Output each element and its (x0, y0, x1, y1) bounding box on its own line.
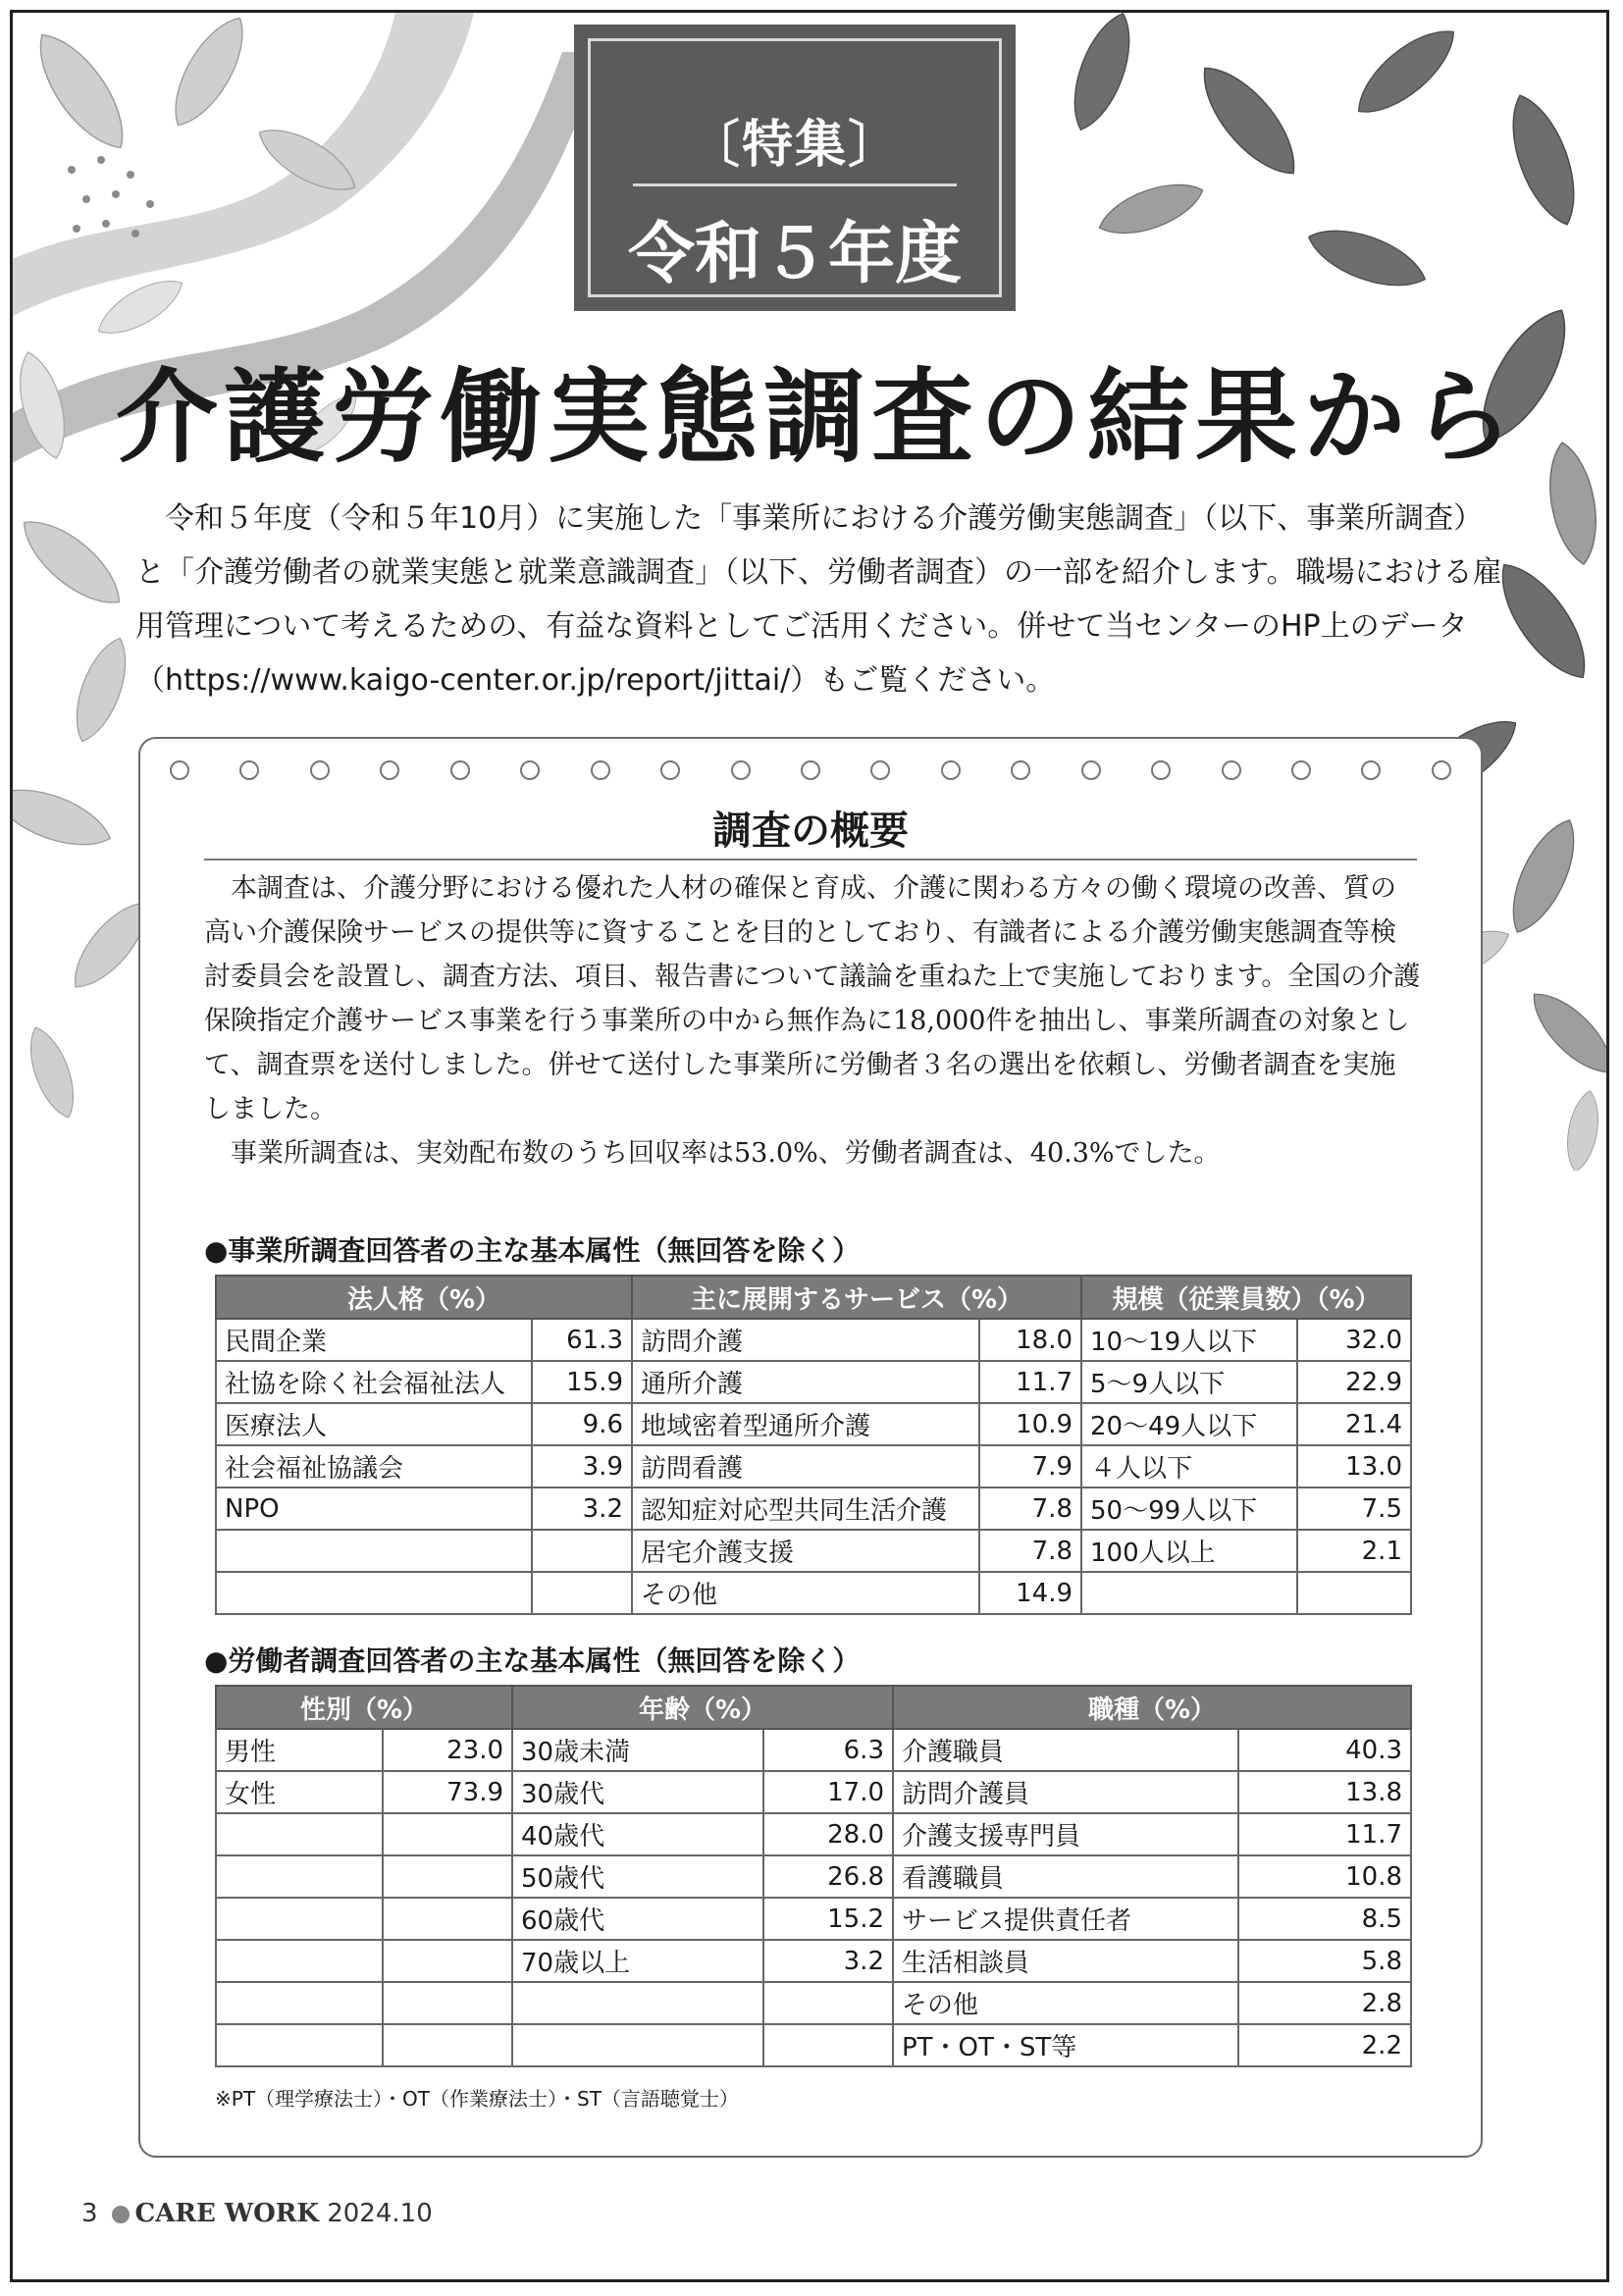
table-cell-value: 73.9 (383, 1771, 512, 1813)
table-cell-value: 3.2 (763, 1940, 893, 1982)
table-cell-value: 28.0 (763, 1813, 893, 1855)
table-cell-value: 7.8 (979, 1530, 1081, 1572)
table-cell-value: 7.9 (979, 1445, 1081, 1487)
table-cell-label: 女性 (216, 1771, 383, 1813)
establishment-attributes-table (215, 1275, 1412, 1615)
table-cell-label: 民間企業 (216, 1319, 532, 1361)
header-corporate-type: 法人格（%） (216, 1276, 632, 1319)
ring-icon (1222, 760, 1241, 780)
article-title: 介護労働実態調査の結果から (115, 357, 1519, 477)
survey-overview-panel (138, 737, 1483, 2158)
table-cell-label: 50〜99人以下 (1081, 1487, 1297, 1530)
table-row (216, 1771, 1411, 1813)
feature-tag: 〔特集〕 (688, 116, 901, 175)
table-cell-label: 介護支援専門員 (893, 1813, 1238, 1855)
table-cell-label: 40歳代 (512, 1813, 763, 1855)
table-cell-value: 26.8 (763, 1855, 893, 1898)
table-row (216, 1530, 1411, 1572)
establishment-table-heading: ●事業所調査回答者の主な基本属性（無回答を除く） (204, 1234, 861, 1267)
establishment-table-body (216, 1319, 1411, 1614)
table-cell-value: 32.0 (1297, 1319, 1411, 1361)
table-cell-label: 介護職員 (893, 1729, 1238, 1771)
table-cell-label: その他 (893, 1982, 1238, 2024)
table-cell-label (216, 1572, 532, 1614)
table-cell-label: 男性 (216, 1729, 383, 1771)
table-cell-label: 地域密着型通所介護 (632, 1403, 979, 1445)
table-cell-value: 11.7 (1238, 1813, 1411, 1855)
table-row (216, 1445, 1411, 1487)
table-cell-value: 3.2 (532, 1487, 632, 1530)
table-cell-label: 60歳代 (512, 1898, 763, 1940)
table-cell-value: 13.8 (1238, 1771, 1411, 1813)
table-cell-value: 15.2 (763, 1898, 893, 1940)
table-cell-value: 9.6 (532, 1403, 632, 1445)
table-cell-value: 40.3 (1238, 1729, 1411, 1771)
table-cell-value (383, 2024, 512, 2066)
ring-icon (731, 760, 751, 780)
table-row (216, 1319, 1411, 1361)
table-cell-value: 10.9 (979, 1403, 1081, 1445)
ring-icon (170, 760, 189, 780)
issue-date: 2024.10 (327, 2199, 433, 2228)
ring-icon (941, 760, 961, 780)
table-cell-label: 訪問介護員 (893, 1771, 1238, 1813)
table-row (216, 1855, 1411, 1898)
table-cell-label (216, 1898, 383, 1940)
table-cell-label (216, 1940, 383, 1982)
table-cell-label: その他 (632, 1572, 979, 1614)
fiscal-year-title: 令和５年度 (627, 215, 962, 293)
table-cell-label: 訪問介護 (632, 1319, 979, 1361)
worker-table-heading: ●労働者調査回答者の主な基本属性（無回答を除く） (204, 1644, 861, 1677)
header-scale: 規模（従業員数）（%） (1081, 1276, 1411, 1319)
publication-name: CARE WORK (134, 2199, 319, 2228)
table-cell-value: 14.9 (979, 1572, 1081, 1614)
table-cell-label: NPO (216, 1487, 532, 1530)
table-cell-value: 21.4 (1297, 1403, 1411, 1445)
table-row (216, 1361, 1411, 1403)
table-footnote: ※PT（理学療法士）・OT（作業療法士）・ST（言語聴覚士） (215, 2087, 739, 2111)
ring-icon (380, 760, 399, 780)
table-row (216, 1572, 1411, 1614)
table-cell-value (383, 1940, 512, 1982)
ring-icon (591, 760, 610, 780)
table-cell-value: 8.5 (1238, 1898, 1411, 1940)
table-cell-value: 23.0 (383, 1729, 512, 1771)
ring-icon (1361, 760, 1381, 780)
header-age: 年齢（%） (512, 1686, 893, 1729)
overview-paragraph-1: 本調査は、介護分野における優れた人材の確保と育成、介護に関わる方々の働く環境の改善、質の高い介護保険サービスの提供等に資することを目的としており、有識者による介護労働実態調査等検討委員会を設置し、調査方法、項目、報告書について議論を重ねた上で実施しております。全国の介護保険指定介護サービス事業を行う事業所の中から無作為に18,000件を抽出し、事業所調査の対象として、調査票を送付しました。併せて送付した事業所に労働者３名の選出を依頼し、労働者調査を実施しました。 (204, 873, 1421, 1124)
ring-icon (520, 760, 540, 780)
table-row (216, 1403, 1411, 1445)
ring-icon (801, 760, 820, 780)
table-row (216, 1940, 1411, 1982)
table-row (216, 1813, 1411, 1855)
table-cell-label: 医療法人 (216, 1403, 532, 1445)
worker-table-body (216, 1729, 1411, 2066)
table-cell-label: 70歳以上 (512, 1940, 763, 1982)
page-footer (81, 2199, 433, 2228)
table-cell-value (1297, 1572, 1411, 1614)
table-cell-value: 13.0 (1297, 1445, 1411, 1487)
intro-paragraph: 令和５年度（令和５年10月）に実施した「事業所における介護労働実態調査」（以下、事業所調査）と「介護労働者の就業実態と就業意識調査」（以下、労働者調査）の一部を紹介します。職場における雇用管理について考えるための、有益な資料としてご活用ください。併せて当センターのHP上のデータ（https://www.kaigo-center.or.jp/report/jittai/）もご覧ください。 (135, 501, 1502, 698)
table-row (216, 1729, 1411, 1771)
table-row (216, 1487, 1411, 1530)
table-cell-value: 61.3 (532, 1319, 632, 1361)
table-cell-value (532, 1572, 632, 1614)
table-cell-value: 17.0 (763, 1771, 893, 1813)
table-cell-label (512, 2024, 763, 2066)
table-cell-label: 看護職員 (893, 1855, 1238, 1898)
table-cell-label (216, 1813, 383, 1855)
ring-icon (870, 760, 890, 780)
table-cell-label: 社会福祉協議会 (216, 1445, 532, 1487)
table-cell-label: 100人以上 (1081, 1530, 1297, 1572)
table-row (216, 1898, 1411, 1940)
table-row (216, 2024, 1411, 2066)
table-cell-value: 3.9 (532, 1445, 632, 1487)
table-cell-value (383, 1898, 512, 1940)
overview-paragraph-2: 事業所調査は、実効配布数のうち回収率は53.0%、労働者調査は、40.3%でした。 (231, 1138, 1221, 1169)
table-cell-label: ４人以下 (1081, 1445, 1297, 1487)
table-cell-label: 訪問看護 (632, 1445, 979, 1487)
table-cell-label (216, 1530, 532, 1572)
table-cell-label (216, 1982, 383, 2024)
table-cell-label (216, 1855, 383, 1898)
table-cell-label: 認知症対応型共同生活介護 (632, 1487, 979, 1530)
table-cell-value: 18.0 (979, 1319, 1081, 1361)
ring-icon (1011, 760, 1030, 780)
table-cell-value: 22.9 (1297, 1361, 1411, 1403)
table-cell-value: 2.2 (1238, 2024, 1411, 2066)
bullet-icon (112, 2206, 130, 2223)
table-cell-value (763, 2024, 893, 2066)
table-cell-label (216, 2024, 383, 2066)
table-cell-value: 7.8 (979, 1487, 1081, 1530)
table-cell-value (383, 1855, 512, 1898)
table-row (216, 1982, 1411, 2024)
header-main-service: 主に展開するサービス（%） (632, 1276, 1081, 1319)
overview-text (204, 866, 1421, 1175)
table-cell-value: 6.3 (763, 1729, 893, 1771)
ring-icon (1432, 760, 1451, 780)
page-frame (10, 10, 1609, 2282)
ring-icon (660, 760, 680, 780)
table-cell-value (763, 1982, 893, 2024)
ring-icon (310, 760, 330, 780)
table-cell-label: 生活相談員 (893, 1940, 1238, 1982)
table-cell-value (532, 1530, 632, 1572)
table-cell-value: 7.5 (1297, 1487, 1411, 1530)
table-cell-label (1081, 1572, 1297, 1614)
header-gender: 性別（%） (216, 1686, 512, 1729)
table-cell-label: 居宅介護支援 (632, 1530, 979, 1572)
overview-title-rule (204, 859, 1417, 861)
table-cell-value: 15.9 (532, 1361, 632, 1403)
table-cell-value: 5.8 (1238, 1940, 1411, 1982)
table-cell-label: 30歳代 (512, 1771, 763, 1813)
ring-icon (1151, 760, 1171, 780)
overview-title: 調査の概要 (712, 809, 909, 854)
header-occupation: 職種（%） (893, 1686, 1411, 1729)
table-cell-label: 社協を除く社会福祉法人 (216, 1361, 532, 1403)
table-cell-label: 30歳未満 (512, 1729, 763, 1771)
page-number: 3 (81, 2199, 98, 2228)
worker-attributes-table (215, 1685, 1412, 2067)
table-cell-value: 10.8 (1238, 1855, 1411, 1898)
table-cell-label: PT・OT・ST等 (893, 2024, 1238, 2066)
table-cell-value: 2.8 (1238, 1982, 1411, 2024)
table-cell-label (512, 1982, 763, 2024)
notebook-rings (170, 760, 1451, 790)
table-cell-value: 11.7 (979, 1361, 1081, 1403)
ring-icon (1291, 760, 1311, 780)
table-cell-label: 5〜9人以下 (1081, 1361, 1297, 1403)
table-cell-value (383, 1813, 512, 1855)
table-cell-label: 10〜19人以下 (1081, 1319, 1297, 1361)
ring-icon (239, 760, 259, 780)
intro-text (135, 492, 1509, 707)
ring-icon (450, 760, 470, 780)
table-cell-value (383, 1982, 512, 2024)
feature-badge (574, 25, 1016, 311)
table-cell-label: 通所介護 (632, 1361, 979, 1403)
table-cell-label: 50歳代 (512, 1855, 763, 1898)
table-cell-label: 20〜49人以下 (1081, 1403, 1297, 1445)
table-cell-label: サービス提供責任者 (893, 1898, 1238, 1940)
table-cell-value: 2.1 (1297, 1530, 1411, 1572)
ring-icon (1081, 760, 1101, 780)
